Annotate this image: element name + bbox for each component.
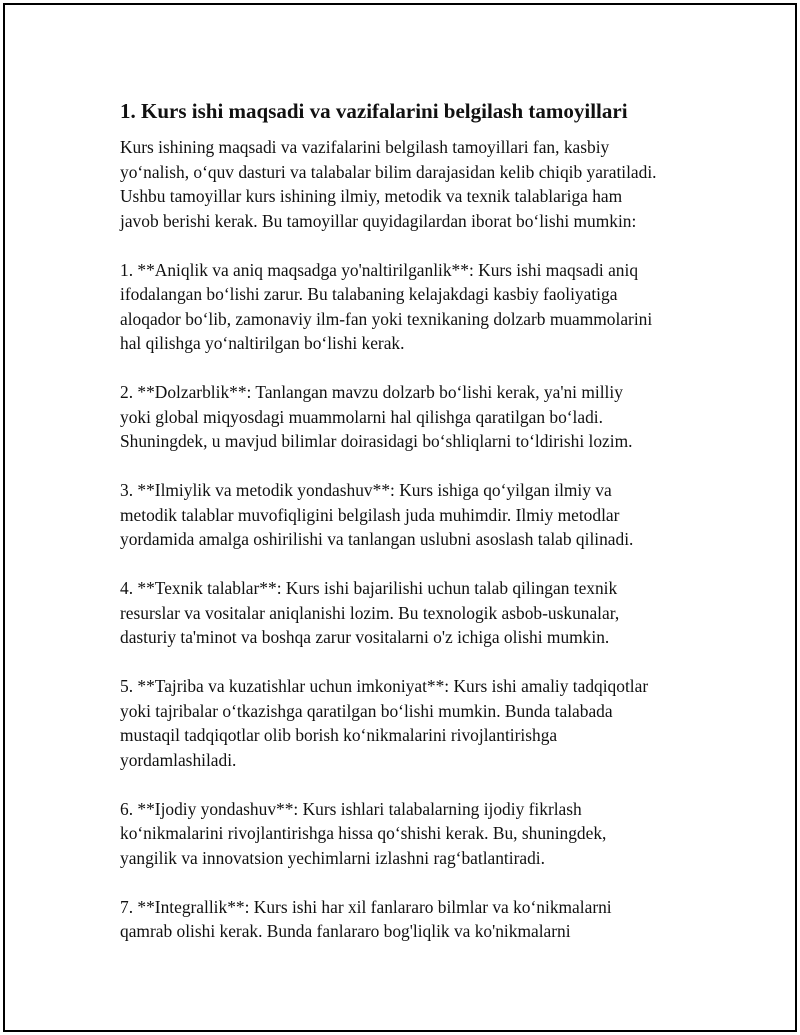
principle-5-paragraph — [120, 674, 700, 772]
text-line: 5. **Tajriba va kuzatishlar uchun imkoniyat**: Kurs ishi amaliy tadqiqotlar — [120, 676, 649, 696]
document-body — [120, 97, 700, 968]
principle-3-paragraph — [120, 478, 700, 552]
page-frame — [3, 3, 797, 1032]
text-line: ifodalangan bo‘lishi zarur. Bu talabaning kelajakdagi kasbiy faoliyatiga — [120, 284, 618, 304]
principle-6-paragraph — [120, 797, 700, 871]
text-line: metodik talablar muvofiqligini belgilash juda muhimdir. Ilmiy metodlar — [120, 504, 620, 525]
text-line: ko‘nikmalarini rivojlantirishga hissa qo‘shishi kerak. Bu, shuningdek, — [120, 823, 607, 843]
text-line: yordamlashiladi. — [120, 749, 237, 770]
section-heading: 1. Kurs ishi maqsadi va vazifalarini belgilash tamoyillari — [120, 99, 628, 123]
text-line: yoki tajribalar o‘tkazishga qaratilgan bo‘lishi mumkin. Bunda talabada — [120, 700, 613, 721]
text-line: qamrab olishi kerak. Bunda fanlararo bog'liqlik va ko'nikmalarni — [120, 921, 571, 941]
text-line: 3. **Ilmiylik va metodik yondashuv**: Kurs ishiga qo‘yilgan ilmiy va — [120, 480, 612, 500]
text-line: javob berishi kerak. Bu tamoyillar quyidagilardan iborat bo‘lishi mumkin: — [120, 210, 637, 231]
principle-7-paragraph — [120, 895, 700, 944]
text-line: resurslar va vositalar aniqlanishi lozim. Bu texnologik asbob-uskunalar, — [120, 602, 620, 623]
intro-paragraph — [120, 135, 700, 233]
text-line: yordamida amalga oshirilishi va tanlangan uslubni asoslash talab qilinadi. — [120, 529, 634, 549]
principle-2-paragraph — [120, 380, 700, 454]
text-line: aloqador bo‘lib, zamonaviy ilm-fan yoki texnikaning dolzarb muammolarini — [120, 308, 653, 329]
text-line: dasturiy ta'minot va boshqa zarur vositalarni o'z ichiga olishi mumkin. — [120, 627, 610, 647]
text-line: yoki global miqyosdagi muammolarni hal qilishga qaratilgan bo‘ladi. — [120, 406, 603, 427]
text-line: yangilik va innovatsion yechimlarni izlashni rag‘batlantiradi. — [120, 847, 545, 868]
text-line: yo‘nalish, o‘quv dasturi va talabalar bilim darajasidan kelib chiqib yaratiladi. — [120, 161, 657, 182]
text-line: Ushbu tamoyillar kurs ishining ilmiy, metodik va texnik talablariga ham — [120, 186, 623, 206]
text-line: 2. **Dolzarblik**: Tanlangan mavzu dolzarb bo‘lishi kerak, ya'ni milliy — [120, 382, 623, 402]
principle-4-paragraph — [120, 576, 700, 650]
text-line: 7. **Integrallik**: Kurs ishi har xil fanlararo bilmlar va ko‘nikmalarni — [120, 896, 612, 917]
principle-1-paragraph — [120, 258, 700, 356]
text-line: 6. **Ijodiy yondashuv**: Kurs ishlari talabalarning ijodiy fikrlash — [120, 798, 582, 819]
text-line: hal qilishga yo‘naltirilgan bo‘lishi kerak. — [120, 333, 405, 353]
text-line: 4. **Texnik talablar**: Kurs ishi bajarilishi uchun talab qilingan texnik — [120, 578, 618, 598]
text-line: Kurs ishining maqsadi va vazifalarini belgilash tamoyillari fan, kasbiy — [120, 137, 610, 157]
text-line: Shuningdek, u mavjud bilimlar doirasidagi bo‘shliqlarni to‘ldirishi lozim. — [120, 431, 633, 451]
text-line: mustaqil tadqiqotlar olib borish ko‘nikmalarini rivojlantirishga — [120, 725, 558, 745]
text-line: 1. **Aniqlik va aniq maqsadga yo'naltirilganlik**: Kurs ishi maqsadi aniq — [120, 259, 639, 280]
